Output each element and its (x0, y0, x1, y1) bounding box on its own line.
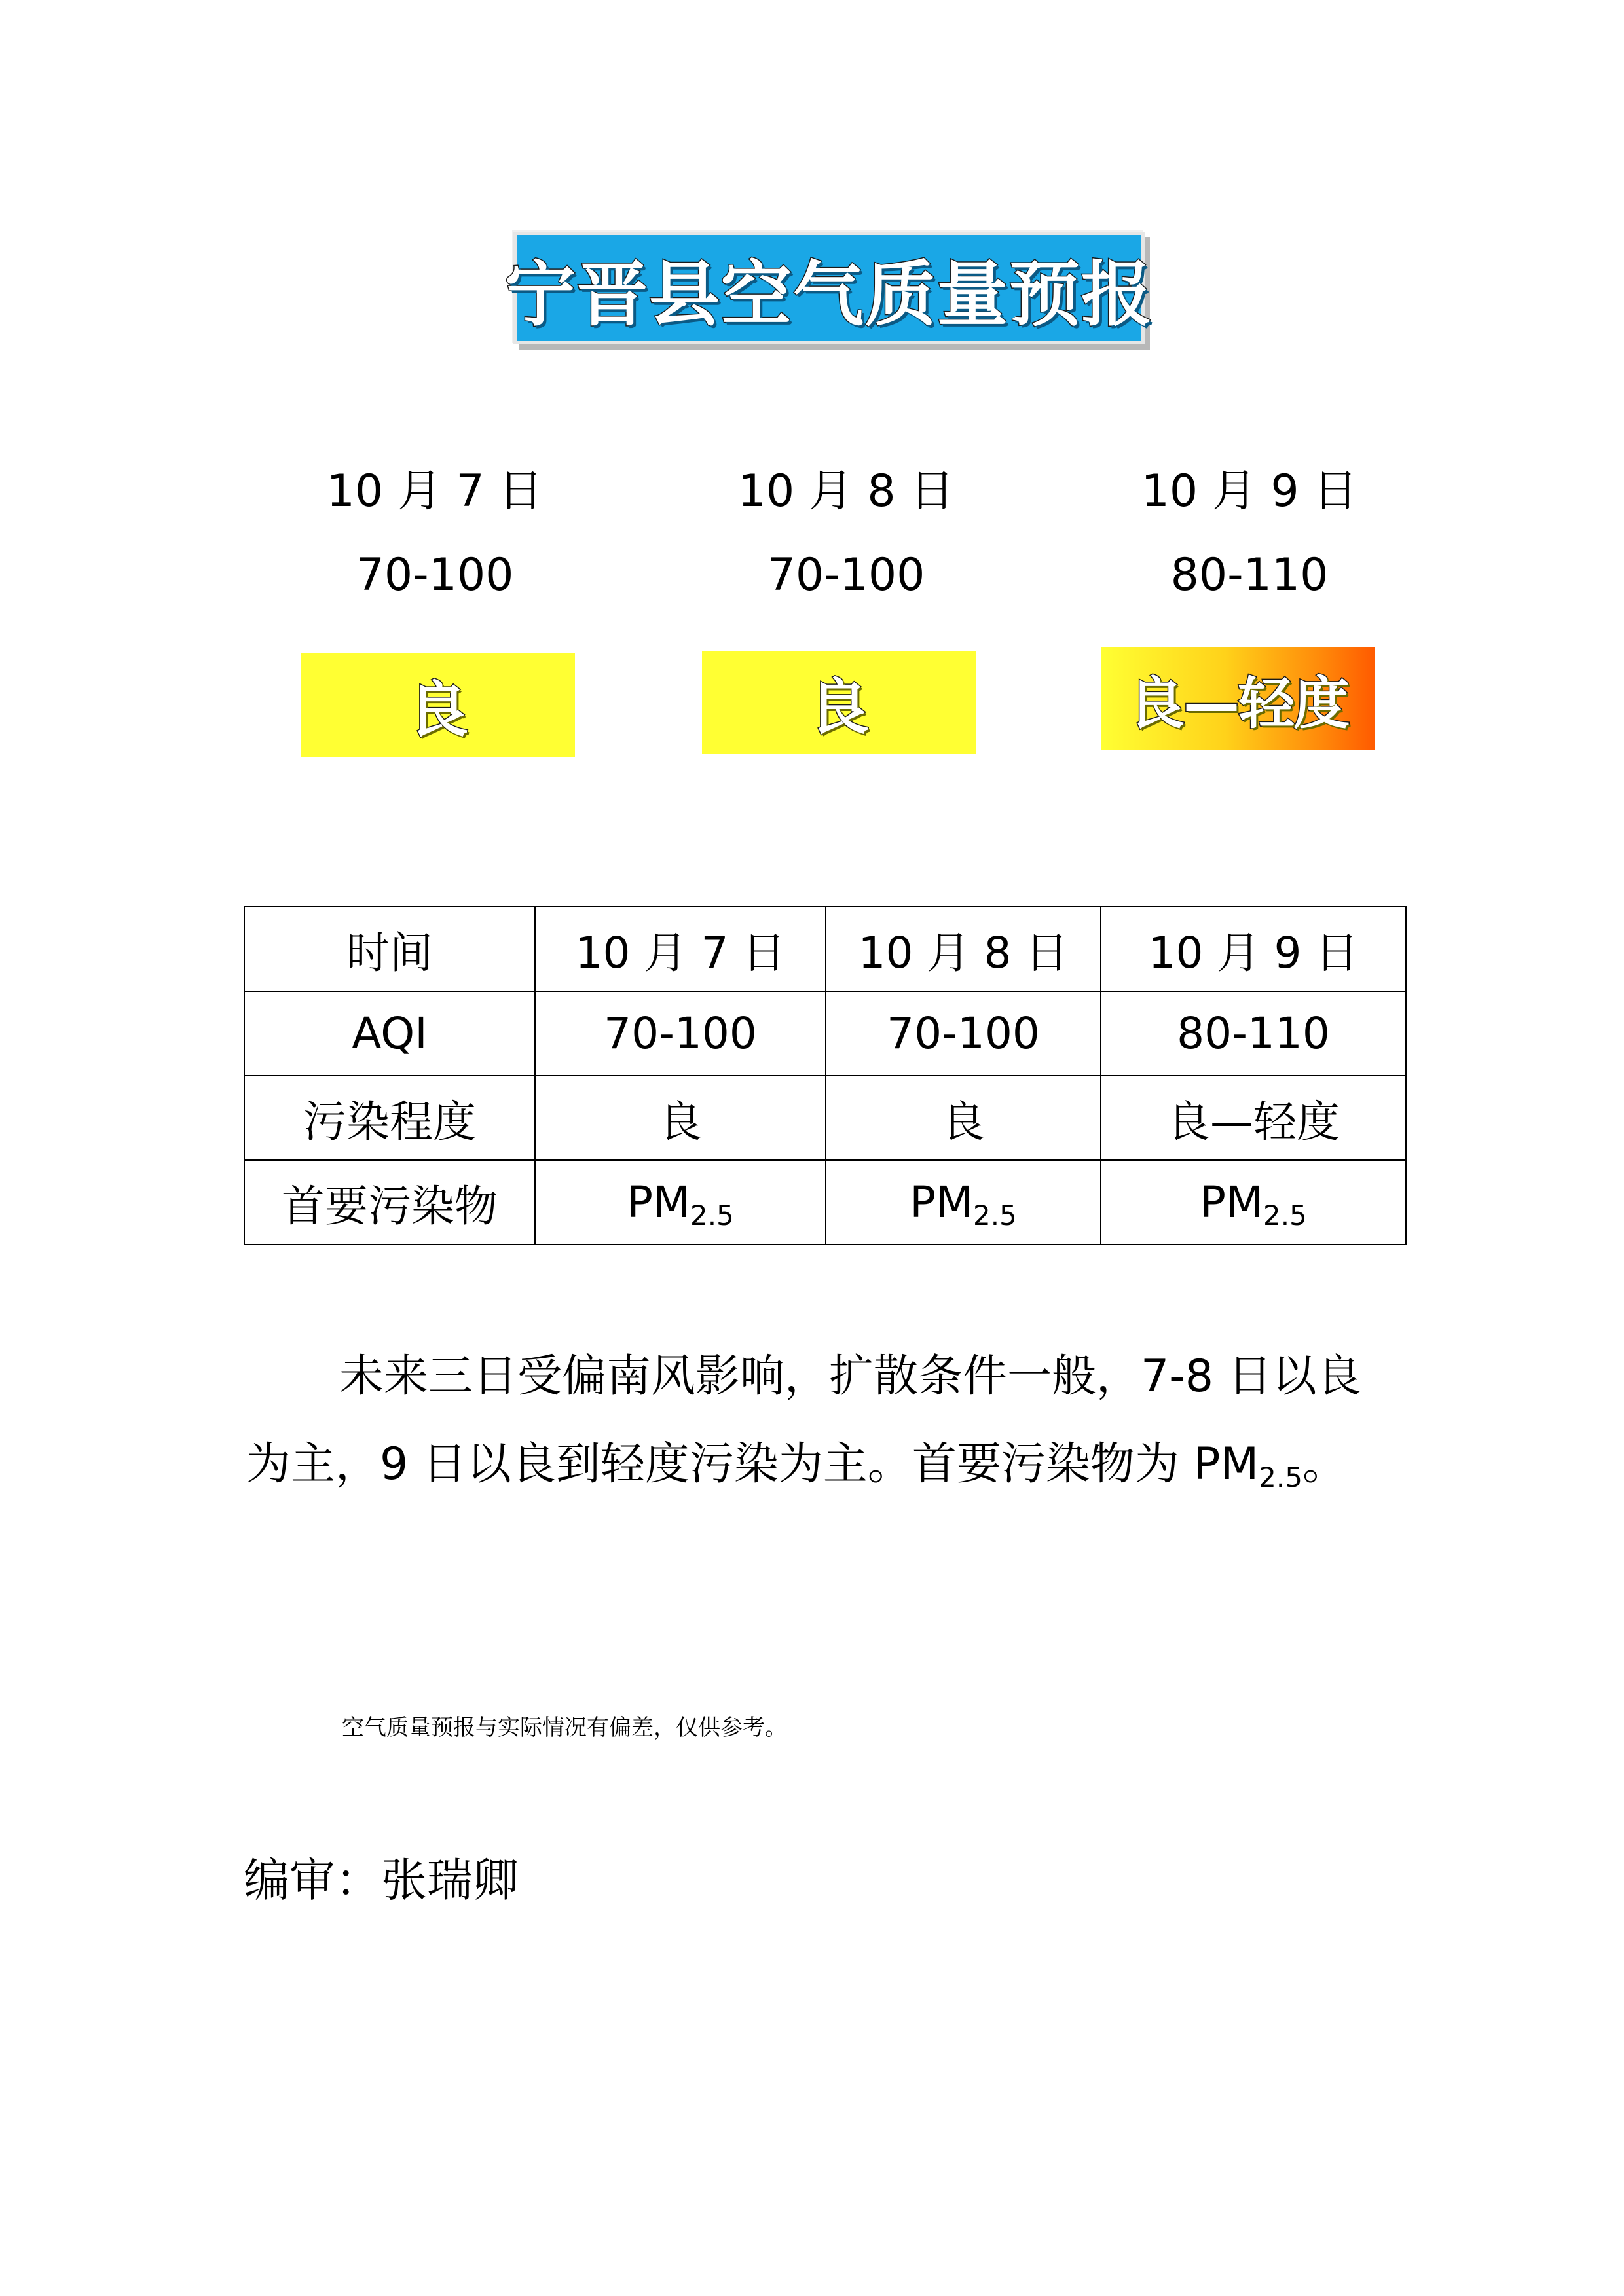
forecast-summary (246, 1333, 1386, 1514)
row-label: 时间 (244, 907, 535, 991)
table-cell (535, 1160, 826, 1245)
forecast-aqi: 70-100 (767, 549, 925, 601)
table-cell (1101, 1160, 1406, 1245)
table-cell: 10 月 8 日 (826, 907, 1101, 991)
page-title: 宁晋县空气质量预报 (505, 253, 1154, 336)
table-cell: 良—轻度 (1101, 1076, 1406, 1160)
row-label: 污染程度 (244, 1076, 535, 1160)
level-label: 良 (808, 672, 869, 742)
table-cell: 良 (826, 1076, 1101, 1160)
summary-end: 。 (1302, 1438, 1347, 1490)
disclaimer: 空气质量预报与实际情况有偏差，仅供参考。 (342, 1715, 787, 1741)
pollutant-name: PM (910, 1177, 973, 1228)
air-quality-table (244, 906, 1407, 1245)
row-label: AQI (244, 991, 535, 1076)
table-cell: 80-110 (1101, 991, 1406, 1076)
forecast-date: 10 月 9 日 (1141, 465, 1358, 517)
table-row (244, 907, 1406, 991)
table-cell: 70-100 (535, 991, 826, 1076)
pollutant-name: PM (627, 1177, 690, 1228)
forecast-date: 10 月 7 日 (326, 465, 544, 517)
editor-credit: 编审：张瑞卿 (244, 1853, 519, 1907)
level-badge-day-1 (301, 653, 575, 757)
pollutant-subscript: 2.5 (1263, 1199, 1307, 1231)
pollutant-subscript: 2.5 (690, 1199, 734, 1231)
table-row (244, 1160, 1406, 1245)
pollutant-subscript: 2.5 (972, 1199, 1017, 1231)
level-badge-day-2 (702, 651, 976, 754)
pollutant-name: PM (1200, 1177, 1263, 1228)
table-cell: 70-100 (826, 991, 1101, 1076)
forecast-aqi: 80-110 (1170, 549, 1329, 601)
table-cell: 10 月 7 日 (535, 907, 826, 991)
level-badge-day-3 (1101, 647, 1375, 750)
table-cell: 良 (535, 1076, 826, 1160)
level-label: 良—轻度 (1128, 671, 1348, 737)
table-row (244, 1076, 1406, 1160)
forecast-date: 10 月 8 日 (737, 465, 955, 517)
summary-subscript: 2.5 (1259, 1461, 1302, 1493)
row-label: 首要污染物 (244, 1160, 535, 1245)
title-banner (505, 232, 1154, 344)
summary-text: 未来三日受偏南风影响，扩散条件一般，7-8 日以良为主，9 日以良到轻度污染为主。首要污染物为 PM (246, 1351, 1361, 1490)
level-label: 良 (407, 675, 468, 745)
table-cell (826, 1160, 1101, 1245)
forecast-aqi: 70-100 (356, 549, 514, 601)
table-row (244, 991, 1406, 1076)
table-cell: 10 月 9 日 (1101, 907, 1406, 991)
